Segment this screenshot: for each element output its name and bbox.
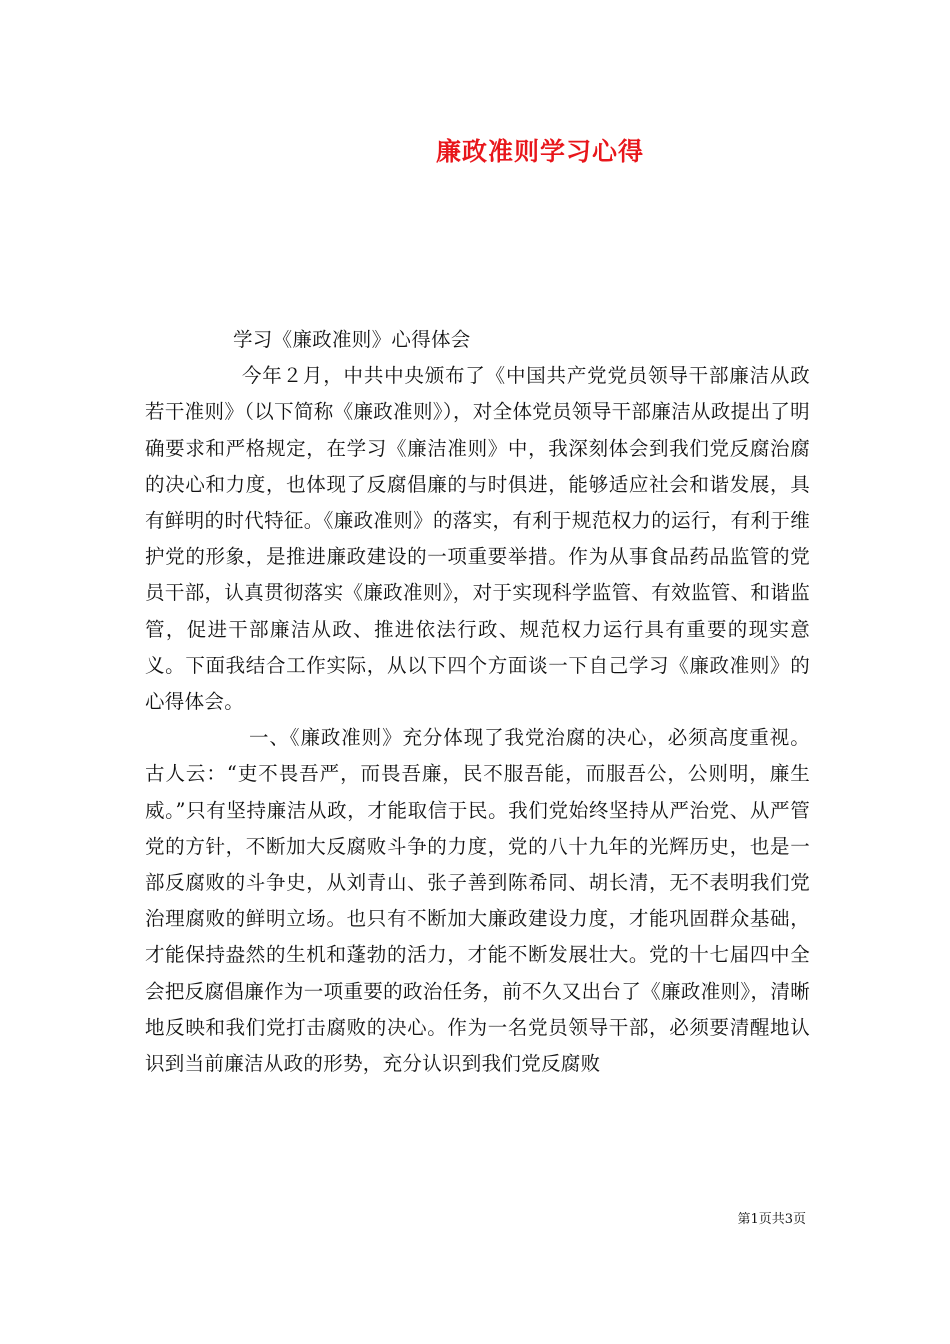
paragraph-2: 一、《廉政准则》充分体现了我党治腐的决心，必须高度重视。古人云：“吏不畏吾严，而畏吾廉，民不服吾能，而服吾公，公则明，廉生威。”只有坚持廉洁从政，才能取信于民。我们党始终坚持从严治党、从严管党的方针，不断加大反腐败斗争的力度，党的八十九年的光辉历史，也是一部反腐败的斗争史，从刘青山、张子善到陈希同、胡长清，无不表明我们党治理腐败的鲜明立场。也只有不断加大廉政建设力度，才能巩固群众基础，才能保持盎然的生机和蓬勃的活力，才能不断发展壮大。党的十七届四中全会把反腐倡廉作为一项重要的政治任务，前不久又出台了《廉政准则》，清晰地反映和我们党打击腐败的决心。作为一名党员领导干部，必须要清醒地认识到当前廉洁从政的形势，充分认识到我们党反腐败 — [145, 726, 810, 1076]
paragraph-1: 今年２月，中共中央颁布了《中国共产党党员领导干部廉洁从政若干准则》（以下简称《廉政准则》），对全体党员领导干部廉洁从政提出了明确要求和严格规定，在学习《廉洁准则》中，我深刻体会到我们党反腐治腐的决心和力度，也体现了反腐倡廉的与时俱进，能够适应社会和谐发展，具有鲜明的时代特征。《廉政准则》的落实，有利于规范权力的运行，有利于维护党的形象，是推进廉政建设的一项重要举措。作为从事食品药品监管的党员干部，认真贯彻落实《廉政准则》，对于实现科学监管、有效监管、和谐监管，促进干部廉洁从政、推进依法行政、规范权力运行具有重要的现实意义。下面我结合工作实际，从以下四个方面谈一下自己学习《廉政准则》的心得体会。 — [145, 364, 810, 714]
document-subtitle: 学习《廉政准则》心得体会 — [233, 328, 471, 351]
page-indicator: 第1页共3页 — [737, 1212, 806, 1227]
document-body — [145, 322, 810, 1082]
document-title: 廉政准则学习心得 — [435, 137, 644, 166]
